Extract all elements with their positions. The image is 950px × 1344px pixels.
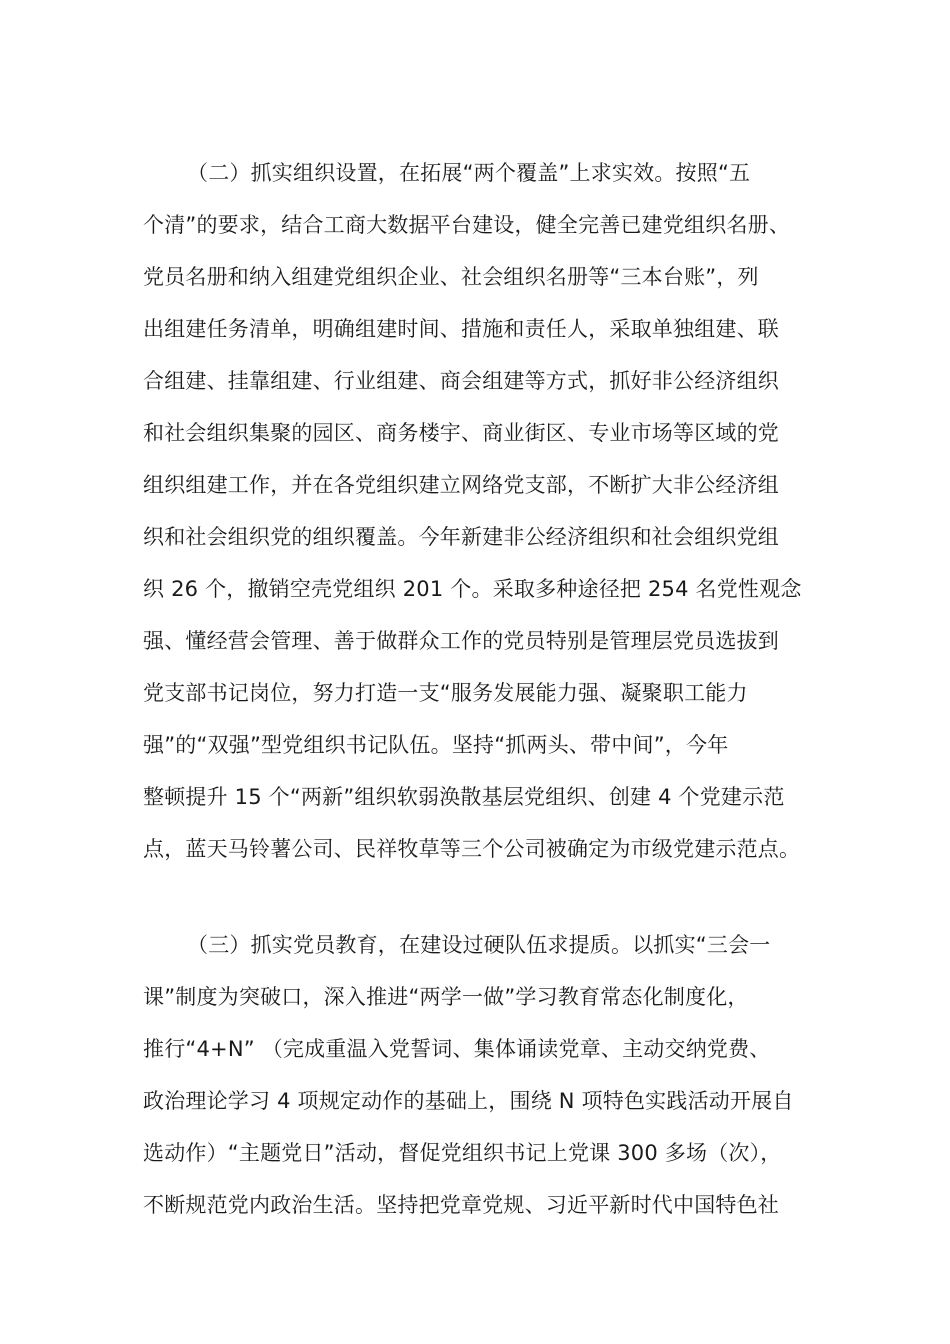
text-line: 党员名册和纳入组建党组织企业、社会组织名册等“三本台账”，列 [143,265,759,289]
text-line: （三）抓实党员教育，在建设过硬队伍求提质。以抓实“三会一 [187,933,771,957]
text-line: 不断规范党内政治生活。坚持把党章党规、习近平新时代中国特色社 [143,1193,779,1217]
text-line: 强”的“双强”型党组织书记队伍。坚持“抓两头、带中间”，今年 [143,733,729,757]
text-line: 合组建、挂靠组建、行业组建、商会组建等方式，抓好非公经济组织 [143,369,779,393]
text-line: 推行“4+N” （完成重温入党誓词、集体诵读党章、主动交纳党费、 [143,1037,771,1061]
text-line: 课”制度为突破口，深入推进“两学一做”学习教育常态化制度化， [143,985,749,1009]
text-line: 整顿提升 15 个“两新”组织软弱涣散基层党组织、创建 4 个党建示范 [143,785,785,809]
text-line: 政治理论学习 4 项规定动作的基础上，围绕 N 项特色实践活动开展自 [143,1089,794,1113]
text-line: 选动作）“主题党日”活动，督促党组织书记上党课 300 多场（次）， [143,1141,782,1165]
text-line: 党支部书记岗位，努力打造一支“服务发展能力强、凝聚职工能力 [143,681,748,705]
text-line: 织 26 个，撤销空壳党组织 201 个。采取多种途径把 254 名党性观念 [143,577,802,601]
text-line: 组织组建工作，并在各党组织建立网络党支部，不断扩大非公经济组 [143,473,779,497]
text-line: 出组建任务清单，明确组建时间、措施和责任人，采取单独组建、联 [143,317,779,341]
text-line: 强、懂经营会管理、善于做群众工作的党员特别是管理层党员选拔到 [143,629,779,653]
text-line: 和社会组织集聚的园区、商务楼宇、商业街区、专业市场等区域的党 [143,421,779,445]
text-line: 织和社会组织党的组织覆盖。今年新建非公经济组织和社会组织党组 [143,525,779,549]
text-line: 点，蓝天马铃薯公司、民祥牧草等三个公司被确定为市级党建示范点。 [143,837,801,861]
text-line: 个清”的要求，结合工商大数据平台建设，健全完善已建党组织名册、 [143,213,791,237]
text-line: （二）抓实组织设置，在拓展“两个覆盖”上求实效。按照“五 [187,161,751,185]
